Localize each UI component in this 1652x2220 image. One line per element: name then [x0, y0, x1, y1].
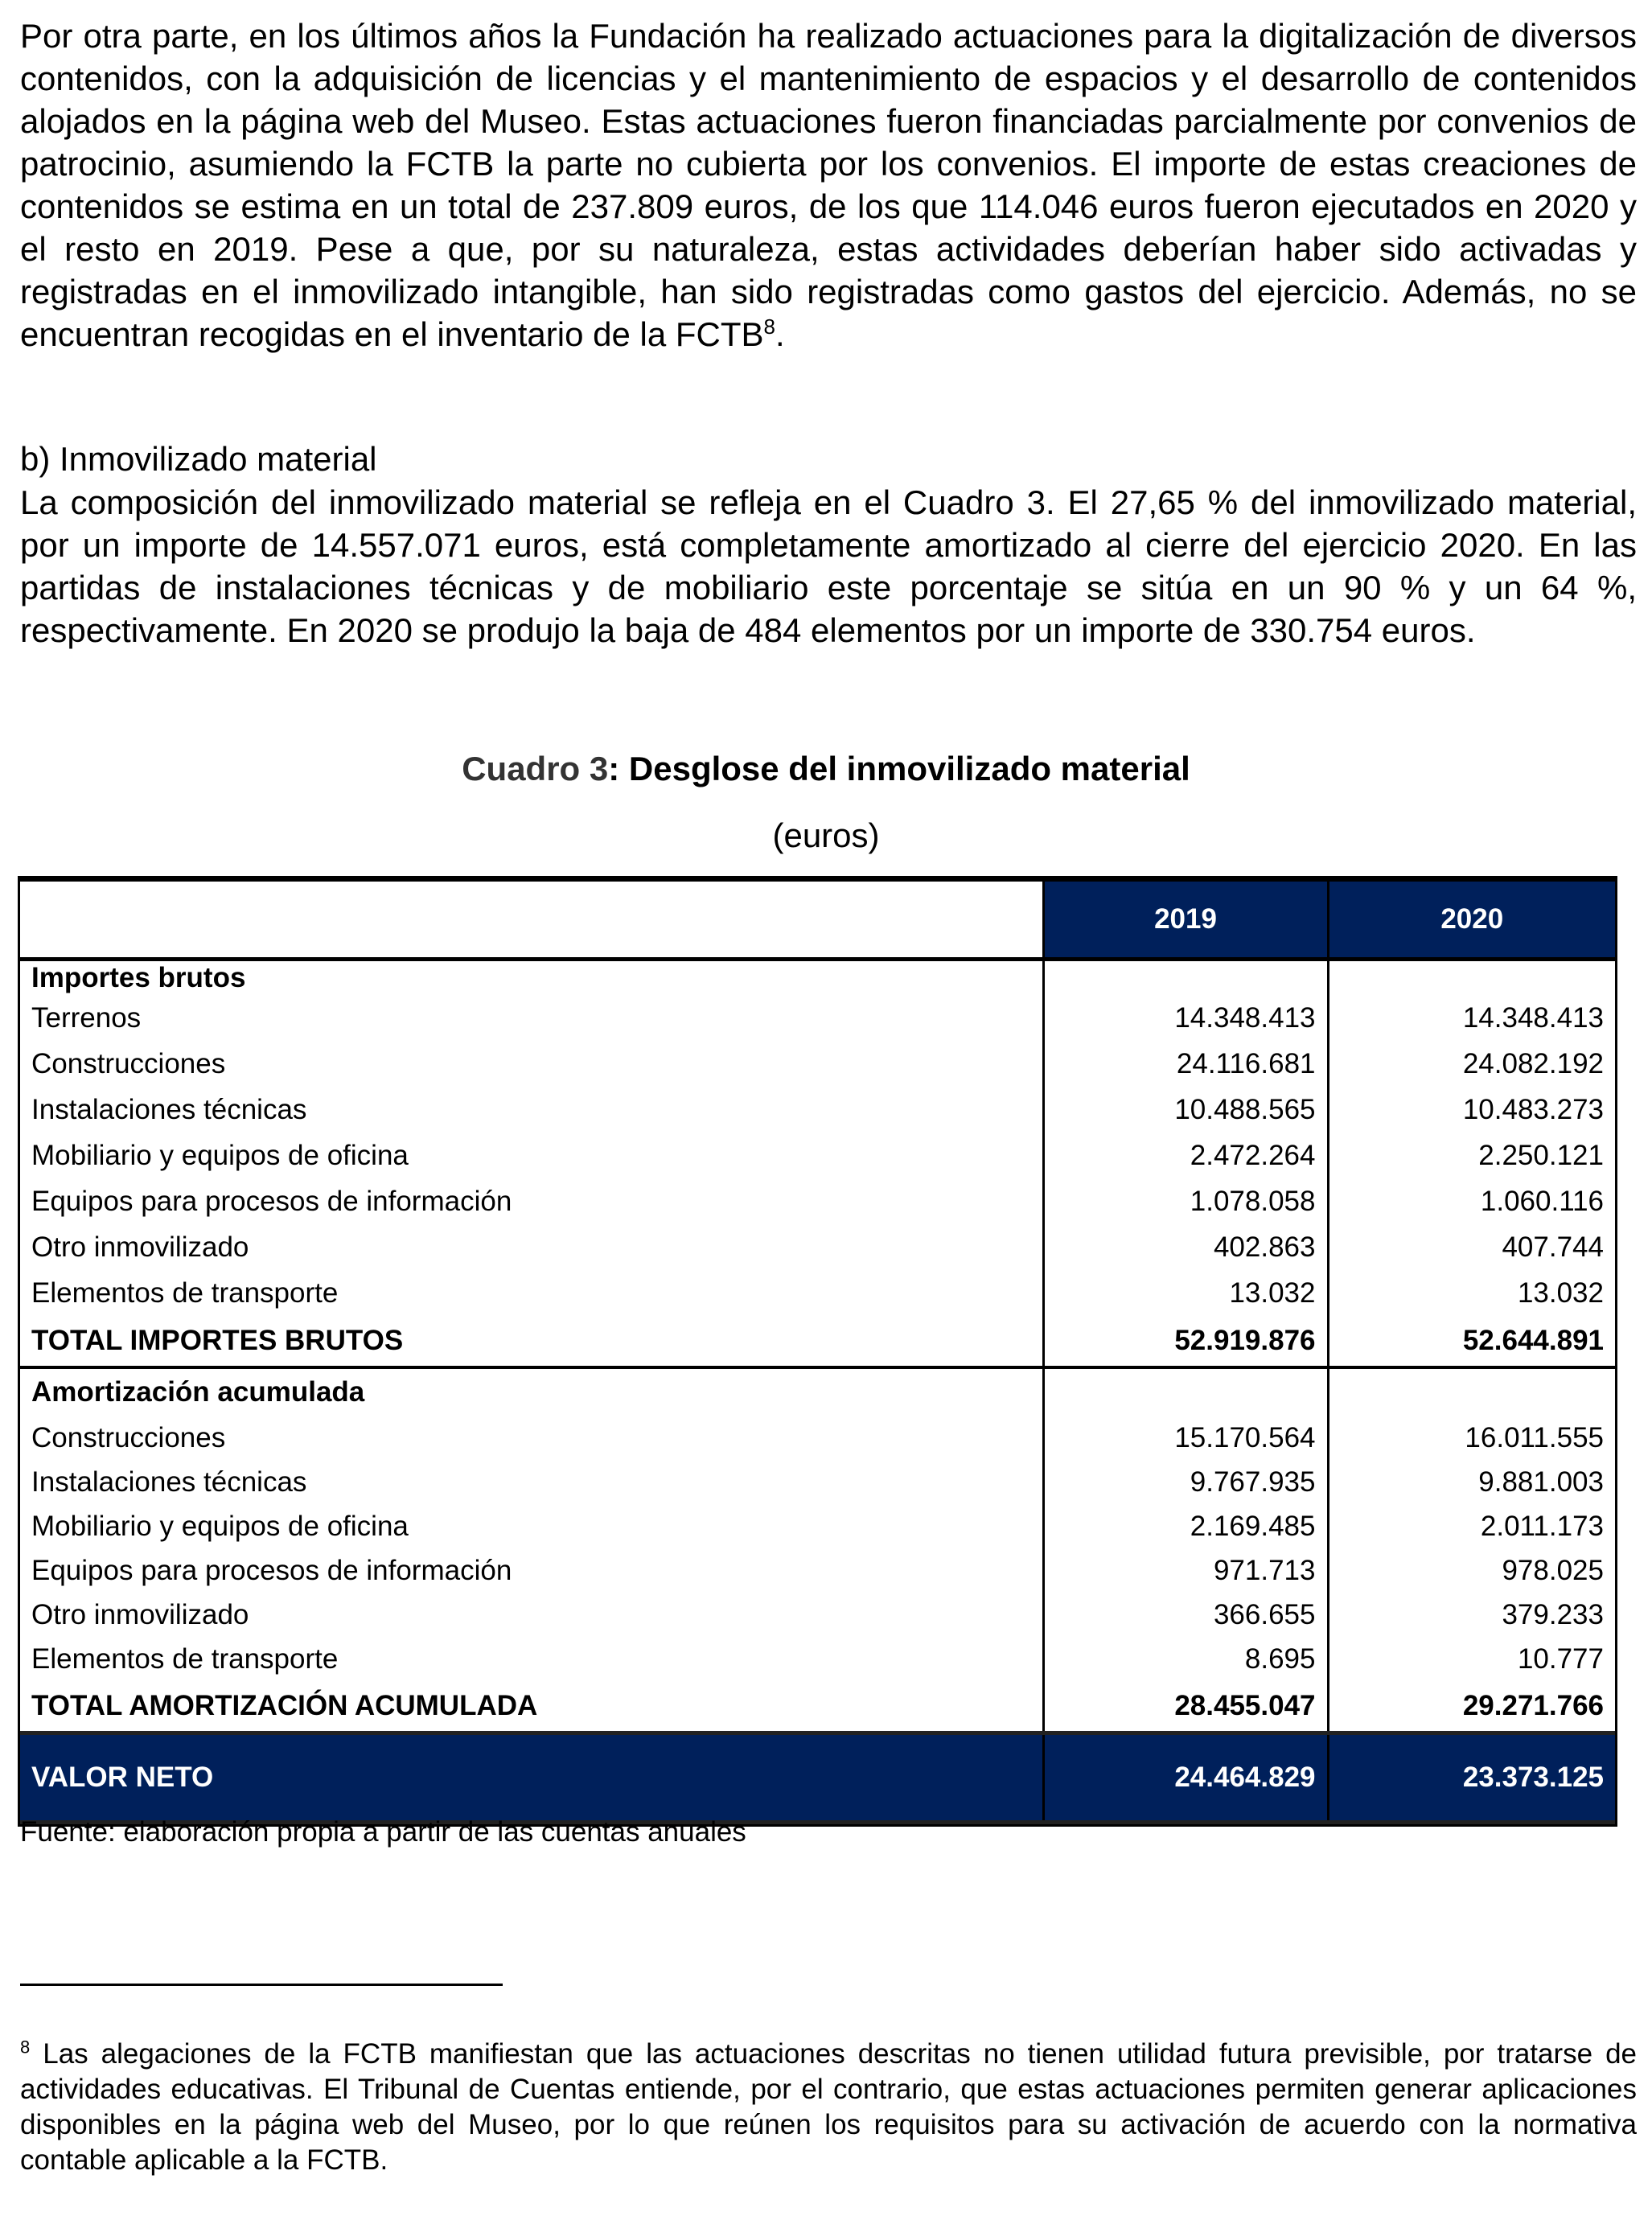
table-row	[20, 1548, 1615, 1593]
value-2020: 13.032	[1328, 1270, 1615, 1316]
table-row	[20, 1270, 1615, 1316]
subheading: b) Inmovilizado material	[20, 440, 377, 478]
table-row	[20, 1041, 1615, 1087]
header-blank	[20, 880, 1043, 960]
footnote-number: 8	[20, 2037, 31, 2058]
row-label: TOTAL AMORTIZACIÓN ACUMULADA	[31, 1690, 538, 1721]
column-header-2020: 2020	[1328, 880, 1615, 960]
row-label: Elementos de transporte	[31, 1642, 339, 1675]
empty-cell	[1328, 1367, 1615, 1416]
column-header-2019: 2019	[1043, 880, 1328, 960]
value-2019: 971.713	[1043, 1548, 1328, 1593]
value-2019: 52.919.876	[1043, 1316, 1328, 1367]
value-2019: 13.032	[1043, 1270, 1328, 1316]
caption-prefix: Cuadro 3	[462, 750, 609, 787]
caption-title: : Desglose del inmovilizado material	[608, 750, 1190, 787]
total-row	[20, 1681, 1615, 1733]
value-2020: 379.233	[1328, 1593, 1615, 1637]
table-caption	[0, 750, 1652, 788]
row-label: TOTAL IMPORTES BRUTOS	[31, 1325, 404, 1356]
value-2019: 402.863	[1043, 1224, 1328, 1270]
row-label: Otro inmovilizado	[31, 1598, 249, 1630]
row-label: Otro inmovilizado	[31, 1231, 249, 1263]
section-title: Importes brutos	[31, 962, 246, 993]
total-row	[20, 1316, 1615, 1367]
table-row	[20, 1504, 1615, 1548]
value-2020: 2.250.121	[1328, 1133, 1615, 1178]
value-2019: 1.078.058	[1043, 1178, 1328, 1224]
empty-cell	[1043, 1367, 1328, 1416]
paragraph-digitalizacion	[20, 14, 1637, 356]
row-label: Equipos para procesos de información	[31, 1554, 512, 1586]
value-2019: 24.464.829	[1043, 1733, 1328, 1823]
value-2020: 23.373.125	[1328, 1733, 1615, 1823]
footnote-divider	[20, 1984, 503, 1986]
footnote-text: Las alegaciones de la FCTB manifiestan que las actuaciones descritas no tienen utilidad futura previsible, por tratarse de actividades educativas. El Tribunal de Cuentas entiende, por el contrario, que estas actuaciones permiten generar aplicaciones disponibles en la página web del Museo, por lo que reúnen los requisitos para su activación de acuerdo con la normativa contable aplicable a la FCTB.	[20, 2038, 1637, 2176]
value-2019: 9.767.935	[1043, 1460, 1328, 1504]
table-units: (euros)	[772, 816, 880, 854]
row-label: Equipos para procesos de información	[31, 1185, 512, 1217]
value-2020: 10.483.273	[1328, 1087, 1615, 1133]
section-title: Amortización acumulada	[31, 1376, 365, 1408]
row-label: Construcciones	[31, 1047, 226, 1079]
footnote	[20, 2037, 1637, 2178]
value-2019: 10.488.565	[1043, 1087, 1328, 1133]
section-header	[20, 1367, 1615, 1416]
net-value-row	[20, 1733, 1615, 1823]
value-2020: 1.060.116	[1328, 1178, 1615, 1224]
value-2020: 14.348.413	[1328, 995, 1615, 1041]
empty-cell	[1328, 960, 1615, 996]
value-2020: 10.777	[1328, 1637, 1615, 1681]
inmovilizado-table	[20, 878, 1615, 1824]
value-2019: 2.472.264	[1043, 1133, 1328, 1178]
value-2019: 8.695	[1043, 1637, 1328, 1681]
row-label: Construcciones	[31, 1421, 226, 1453]
row-label: Instalaciones técnicas	[31, 1466, 307, 1498]
table-row	[20, 995, 1615, 1041]
table-header-row	[20, 880, 1615, 960]
row-label: Mobiliario y equipos de oficina	[31, 1510, 409, 1542]
table-row	[20, 1593, 1615, 1637]
table-source: Fuente: elaboración propia a partir de las cuentas anuales	[20, 1816, 746, 1848]
row-label: Instalaciones técnicas	[31, 1093, 307, 1125]
table-row	[20, 1416, 1615, 1460]
value-2020: 978.025	[1328, 1548, 1615, 1593]
row-label: Elementos de transporte	[31, 1276, 339, 1309]
value-2020: 24.082.192	[1328, 1041, 1615, 1087]
paragraph-text: Por otra parte, en los últimos años la Fundación ha realizado actuaciones para la digitalización de diversos contenidos, con la adquisición de licencias y el mantenimiento de espacios y el desarrollo de contenidos alojados en la página web del Museo. Estas actuaciones fueron financiadas parcialmente por convenios de patrocinio, asumiendo la FCTB la parte no cubierta por los convenios. El importe de estas creaciones de contenidos se estima en un total de 237.809 euros, de los que 114.046 euros fueron ejecutados en 2020 y el resto en 2019. Pese a que, por su naturaleza, estas actividades deberían haber sido activadas y registradas en el inmovilizado intangible, han sido registradas como gastos del ejercicio. Además, no se encuentran recogidas en el inventario de la FCTB	[20, 17, 1637, 353]
value-2020: 407.744	[1328, 1224, 1615, 1270]
value-2020: 9.881.003	[1328, 1460, 1615, 1504]
paragraph-inmovilizado: La composición del inmovilizado material se refleja en el Cuadro 3. El 27,65 % del inmovilizado material, por un importe de 14.557.071 euros, está completamente amortizado al cierre del ejercicio 2020. En las partidas de instalaciones técnicas y de mobiliario este porcentaje se sitúa en un 90 % y un 64 %, respectivamente. En 2020 se produjo la baja de 484 elementos por un importe de 330.754 euros.	[20, 483, 1637, 649]
table-row	[20, 1224, 1615, 1270]
value-2020: 16.011.555	[1328, 1416, 1615, 1460]
value-2019: 28.455.047	[1043, 1681, 1328, 1733]
section-header	[20, 960, 1615, 996]
table-row	[20, 1178, 1615, 1224]
value-2019: 14.348.413	[1043, 995, 1328, 1041]
value-2020: 52.644.891	[1328, 1316, 1615, 1367]
row-label: Terrenos	[31, 1001, 142, 1034]
paragraph-end: .	[775, 315, 785, 353]
footnote-ref[interactable]: 8	[763, 314, 776, 339]
table-row	[20, 1637, 1615, 1681]
row-label: VALOR NETO	[20, 1733, 1043, 1823]
value-2020: 29.271.766	[1328, 1681, 1615, 1733]
table-row	[20, 1087, 1615, 1133]
value-2019: 24.116.681	[1043, 1041, 1328, 1087]
table-row	[20, 1133, 1615, 1178]
empty-cell	[1043, 960, 1328, 996]
value-2019: 2.169.485	[1043, 1504, 1328, 1548]
table-row	[20, 1460, 1615, 1504]
value-2020: 2.011.173	[1328, 1504, 1615, 1548]
value-2019: 366.655	[1043, 1593, 1328, 1637]
row-label: Mobiliario y equipos de oficina	[31, 1139, 409, 1171]
value-2019: 15.170.564	[1043, 1416, 1328, 1460]
